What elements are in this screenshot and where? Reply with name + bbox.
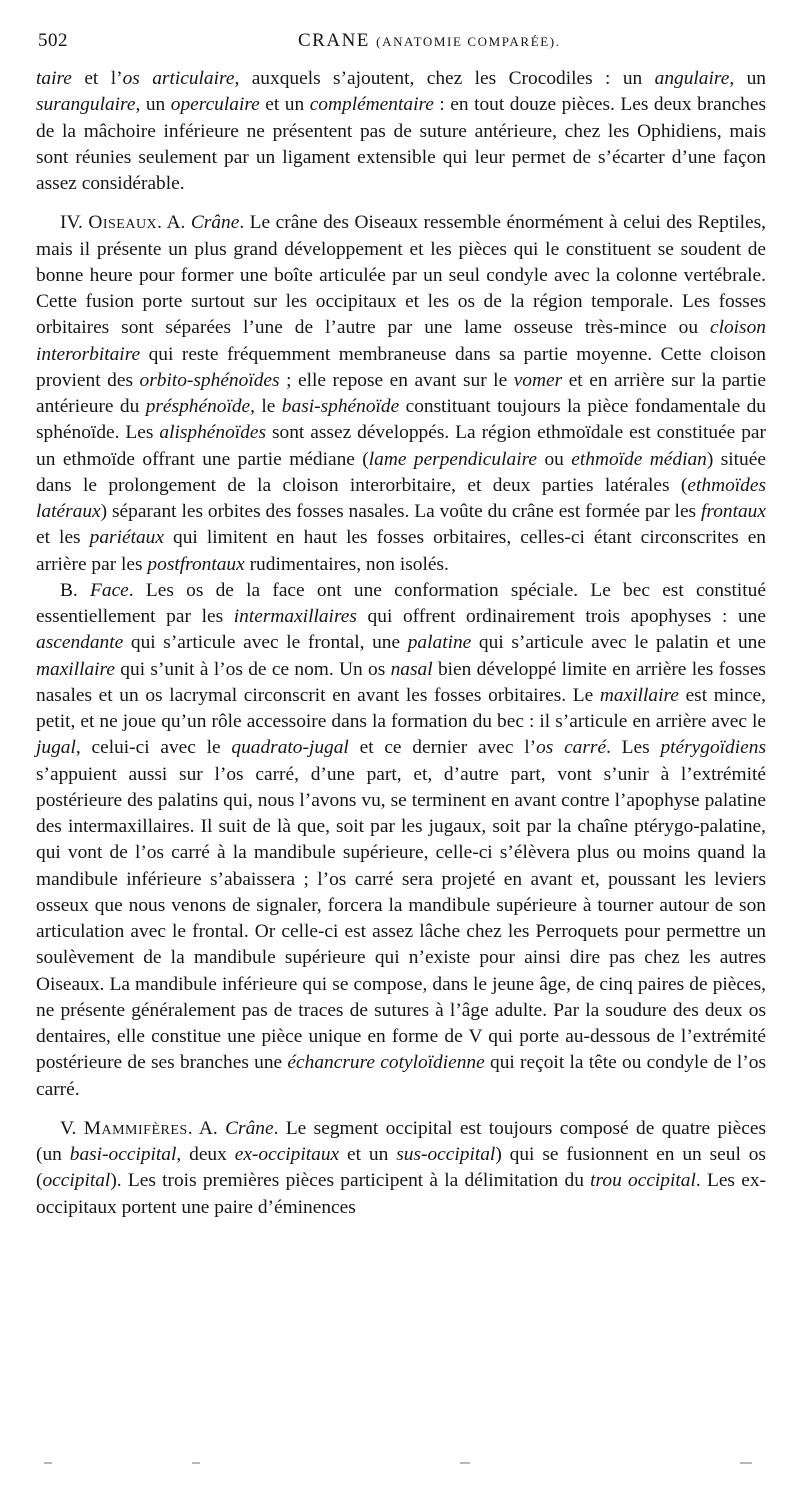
paragraph-birds-face: B. Face. Les os de la face ont une conformation spéciale. Le bec est constitué essentiellement par les intermaxillaires qui offrent ordinairement trois apophyses : une ascendante qui s’articule avec le frontal, une palatine qui s’articule avec le palatin et une maxillaire qui s’unit à l’os de ce nom. Un os nasal bien développé limite en arrière les fosses nasales et un os lacrymal circonscrit en avant les fosses orbitaires. Le maxillaire est mince, petit, et ne joue qu’un rôle accessoire dans la formation du bec : il s’articule en arrière avec le jugal, celui-ci avec le quadrato-jugal et ce dernier avec l’os carré. Les ptérygoïdiens s’appuient aussi sur l’os carré, d’une part, et, d’autre part, vont s’unir à l’extrémité postérieure des palatins qui, nous l’avons vu, se terminent en avant contre l’apophyse palatine des intermaxillaires. Il suit de là que, soit par les jugaux, soit par la chaîne ptérygo-palatine, qui vont de l’os carré à la mandibule supérieure, celle-ci s’élèvera plus ou moins quand la mandibule inférieure s’abaissera ; l’os carré sera projeté en avant et, poussant les leviers osseux que nous venons de signaler, forcera la mandibule supérieure à tourner autour de son articulation avec le frontal. Or celle-ci est assez lâche chez les Perroquets pour permettre un soulèvement de la mandibule supérieure qui n’existe pour ainsi dire pas chez les autres Oiseaux. La mandibule inférieure qui se compose, dans le jeune âge, de cinq paires de pièces, ne présente généralement pas de traces de sutures à l’âge adulte. Par la soudure des deux os dentaires, elle constitue une pièce unique en forme de V qui porte au-dessous de l’extrémité postérieure de ses branches une échancrure cotyloïdienne qui reçoit la tête ou condyle de l’os carré. <box>36 579 766 1100</box>
running-title-sub: (ANATOMIE COMPARÉE). <box>376 34 561 49</box>
section-heading-mammals: Mammifères <box>83 1117 188 1139</box>
running-title-main: CRANE <box>298 30 370 51</box>
running-title <box>298 30 561 52</box>
page-body <box>36 66 766 1221</box>
section-heading-birds: Oiseaux <box>88 212 158 234</box>
scan-mark <box>192 1462 200 1464</box>
scan-mark <box>44 1462 52 1464</box>
paragraph-birds-skull: IV. Oiseaux. A. Crâne. Le crâne des Oiseaux ressemble énormément à celui des Reptiles, mais il présente un plus grand développement et les pièces qui le constituent se soudent de bonne heure pour former une boîte articulée par un seul condyle avec la colonne vertébrale. Cette fusion porte surtout sur les occipitaux et les os de la région temporale. Les fosses orbitaires sont séparées l’une de l’autre par une lame osseuse très-mince ou cloison interorbitaire qui reste fréquemment membraneuse dans sa partie moyenne. Cette cloison provient des orbito-sphénoïdes ; elle repose en avant sur le vomer et en arrière sur la partie antérieure du présphénoïde, le basi-sphénoïde constituant toujours la pièce fondamentale du sphénoïde. Les alisphénoïdes sont assez développés. La région ethmoïdale est constituée par un ethmoïde offrant une partie médiane (lame perpendiculaire ou ethmoïde médian) située dans le prolongement de la cloison interorbitaire, et deux parties latérales (ethmoïdes latéraux) séparant les orbites des fosses nasales. La voûte du crâne est formée par les frontaux et les pariétaux qui limitent en haut les fosses orbitaires, celles-ci étant circonscrites en arrière par les postfrontaux rudimentaires, non isolés. <box>36 212 767 575</box>
paragraph-mammals-skull: V. Mammifères. A. Crâne. Le segment occipital est toujours composé de quatre pièces (un basi-occipital, deux ex-occipitaux et un sus-occipital) qui se fusionnent en un seul os (occipital). Les trois premières pièces participent à la délimitation du trou occipital. Les ex-occipitaux portent une paire d’éminences <box>36 1117 767 1218</box>
scan-mark <box>460 1462 470 1464</box>
scan-mark <box>740 1462 752 1464</box>
page-number: 502 <box>38 30 68 51</box>
paragraph-reptiles-jaw: taire et l’os articulaire, auxquels s’ajoutent, chez les Crocodiles : un angulaire, un surangulaire, un operculaire et un complémentaire : en tout douze pièces. Les deux branches de la mâchoire inférieure ne présentent pas de suture antérieure, chez les Ophidiens, mais sont réunies seulement par un ligament extensible qui leur permet de s’écarter d’une façon assez considérable. <box>36 68 766 194</box>
scan-artifact-marks <box>40 1462 760 1468</box>
running-header <box>38 26 766 60</box>
